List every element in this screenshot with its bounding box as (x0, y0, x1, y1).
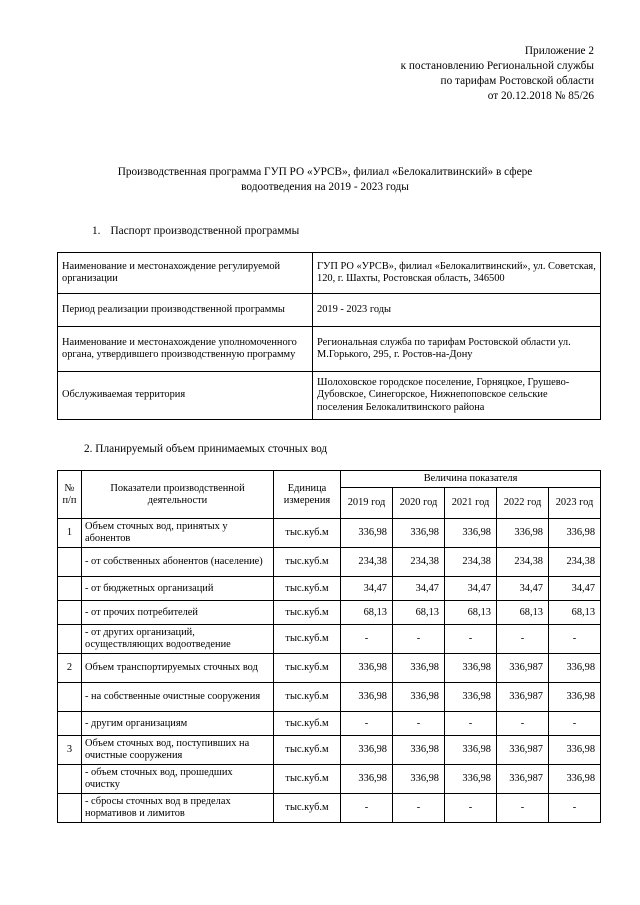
row-value: 34,47 (341, 577, 393, 601)
row-name: - от собственных абонентов (население) (82, 548, 274, 577)
row-value: - (549, 625, 601, 654)
row-name: - объем сточных вод, прошедших очистку (82, 765, 274, 794)
row-value: 336,98 (341, 765, 393, 794)
row-unit: тыс.куб.м (274, 683, 341, 712)
row-value: 34,47 (497, 577, 549, 601)
row-name: - от других организаций, осуществляющих водоотведение (82, 625, 274, 654)
header-num: № п/п (58, 471, 82, 519)
row-value: 336,98 (549, 736, 601, 765)
row-num (58, 712, 82, 736)
row-value: 336,98 (445, 765, 497, 794)
row-name: - от бюджетных организаций (82, 577, 274, 601)
row-unit: тыс.куб.м (274, 625, 341, 654)
row-value: - (497, 794, 549, 823)
passport-value: ГУП РО «УРСВ», филиал «Белокалитвинский», ул. Советская, 120, г. Шахты, Ростовская область, 346500 (313, 253, 601, 294)
row-value: 68,13 (497, 601, 549, 625)
row-value: 34,47 (445, 577, 497, 601)
row-value: 336,98 (393, 736, 445, 765)
row-num (58, 625, 82, 654)
row-unit: тыс.куб.м (274, 654, 341, 683)
table-row (58, 548, 601, 577)
row-unit: тыс.куб.м (274, 548, 341, 577)
table-row (58, 736, 601, 765)
row-unit: тыс.куб.м (274, 794, 341, 823)
row-value: 234,38 (549, 548, 601, 577)
header-indicator: Показатели производственной деятельности (82, 471, 274, 519)
header-value-group: Величина показателя (341, 471, 601, 488)
row-name: - от прочих потребителей (82, 601, 274, 625)
row-unit: тыс.куб.м (274, 519, 341, 548)
passport-value: Региональная служба по тарифам Ростовской области ул. М.Горького, 295, г. Ростов-на-Дону (313, 327, 601, 372)
row-value: 34,47 (393, 577, 445, 601)
passport-row (58, 294, 601, 327)
row-unit: тыс.куб.м (274, 577, 341, 601)
title-line: Производственная программа ГУП РО «УРСВ», филиал «Белокалитвинский» в сфере (117, 166, 533, 178)
row-unit: тыс.куб.м (274, 712, 341, 736)
row-value: 234,38 (497, 548, 549, 577)
title-line: водоотведения на 2019 - 2023 годы (241, 181, 409, 193)
table-row (58, 712, 601, 736)
row-value: - (497, 625, 549, 654)
appendix-line: от 20.12.2018 № 85/26 (487, 90, 594, 102)
appendix-line: к постановлению Региональной службы (400, 60, 594, 72)
header-year: 2021 год (445, 488, 497, 519)
row-value: 336,987 (497, 736, 549, 765)
volumes-table (57, 470, 601, 823)
row-value: 68,13 (393, 601, 445, 625)
row-num: 3 (58, 736, 82, 765)
passport-label: Обслуживаемая территория (58, 372, 313, 420)
row-num (58, 683, 82, 712)
row-value: 336,98 (341, 683, 393, 712)
row-value: 336,987 (497, 683, 549, 712)
row-name: Объем транспортируемых сточных вод (82, 654, 274, 683)
table-row (58, 683, 601, 712)
appendix-line: Приложение 2 (524, 45, 594, 57)
row-value: 68,13 (445, 601, 497, 625)
row-value: - (393, 794, 445, 823)
row-value: 68,13 (549, 601, 601, 625)
row-value: - (393, 625, 445, 654)
row-name: Объем сточных вод, принятых у абонентов (82, 519, 274, 548)
row-value: - (445, 794, 497, 823)
row-value: 68,13 (341, 601, 393, 625)
section-1-heading (92, 225, 299, 239)
row-value: - (341, 794, 393, 823)
row-value: 336,98 (393, 519, 445, 548)
row-value: - (549, 794, 601, 823)
row-unit: тыс.куб.м (274, 765, 341, 794)
row-value: 336,98 (549, 765, 601, 794)
row-unit: тыс.куб.м (274, 601, 341, 625)
table-row (58, 625, 601, 654)
header-year: 2019 год (341, 488, 393, 519)
row-name: Объем сточных вод, поступивших на очистные сооружения (82, 736, 274, 765)
row-num: 1 (58, 519, 82, 548)
row-value: - (549, 712, 601, 736)
row-value: 336,987 (497, 765, 549, 794)
document-title (60, 165, 590, 195)
row-name: - на собственные очистные сооружения (82, 683, 274, 712)
passport-row (58, 327, 601, 372)
passport-value: Шолоховское городское поселение, Горняцкое, Грушево-Дубовское, Синегорское, Нижнепоповское сельские поселения Белокалитвинского района (313, 372, 601, 420)
row-value: 336,98 (393, 765, 445, 794)
table-row (58, 601, 601, 625)
row-value: 234,38 (341, 548, 393, 577)
table-row (58, 654, 601, 683)
passport-label: Период реализации производственной программы (58, 294, 313, 327)
row-value: 336,98 (497, 519, 549, 548)
passport-value: 2019 - 2023 годы (313, 294, 601, 327)
row-num (58, 577, 82, 601)
row-value: 336,98 (445, 736, 497, 765)
row-value: - (445, 712, 497, 736)
row-value: 336,98 (549, 654, 601, 683)
row-num (58, 601, 82, 625)
row-value: - (497, 712, 549, 736)
header-unit: Единица измерения (274, 471, 341, 519)
row-num (58, 548, 82, 577)
table-row (58, 765, 601, 794)
passport-row (58, 372, 601, 420)
row-value: 34,47 (549, 577, 601, 601)
row-value: 336,98 (445, 683, 497, 712)
row-name: - другим организациям (82, 712, 274, 736)
row-name: - сбросы сточных вод в пределах нормативов и лимитов (82, 794, 274, 823)
header-year: 2022 год (497, 488, 549, 519)
row-value: - (341, 625, 393, 654)
passport-label: Наименование и местонахождение регулируемой организации (58, 253, 313, 294)
section-2-heading: 2. Планируемый объем принимаемых сточных вод (84, 443, 328, 455)
row-value: 336,98 (445, 654, 497, 683)
row-value: - (341, 712, 393, 736)
table-row (58, 577, 601, 601)
row-value: 234,38 (445, 548, 497, 577)
row-num (58, 794, 82, 823)
passport-row (58, 253, 601, 294)
passport-label: Наименование и местонахождение уполномоченного органа, утвердившего производственную программу (58, 327, 313, 372)
row-value: - (445, 625, 497, 654)
row-num (58, 765, 82, 794)
row-value: 336,98 (549, 683, 601, 712)
row-num: 2 (58, 654, 82, 683)
table-row (58, 519, 601, 548)
row-value: 336,98 (549, 519, 601, 548)
table-row (58, 794, 601, 823)
appendix-header (401, 44, 594, 104)
appendix-line: по тарифам Ростовской области (440, 75, 594, 87)
passport-table (57, 252, 601, 420)
header-year: 2020 год (393, 488, 445, 519)
row-value: 336,98 (445, 519, 497, 548)
row-unit: тыс.куб.м (274, 736, 341, 765)
row-value: 234,38 (393, 548, 445, 577)
row-value: 336,98 (341, 654, 393, 683)
row-value: 336,98 (393, 654, 445, 683)
section-number: 1. (92, 225, 101, 237)
row-value: - (393, 712, 445, 736)
row-value: 336,98 (341, 519, 393, 548)
header-year: 2023 год (549, 488, 601, 519)
row-value: 336,98 (341, 736, 393, 765)
row-value: 336,987 (497, 654, 549, 683)
row-value: 336,98 (393, 683, 445, 712)
section-title: Паспорт производственной программы (110, 225, 300, 237)
